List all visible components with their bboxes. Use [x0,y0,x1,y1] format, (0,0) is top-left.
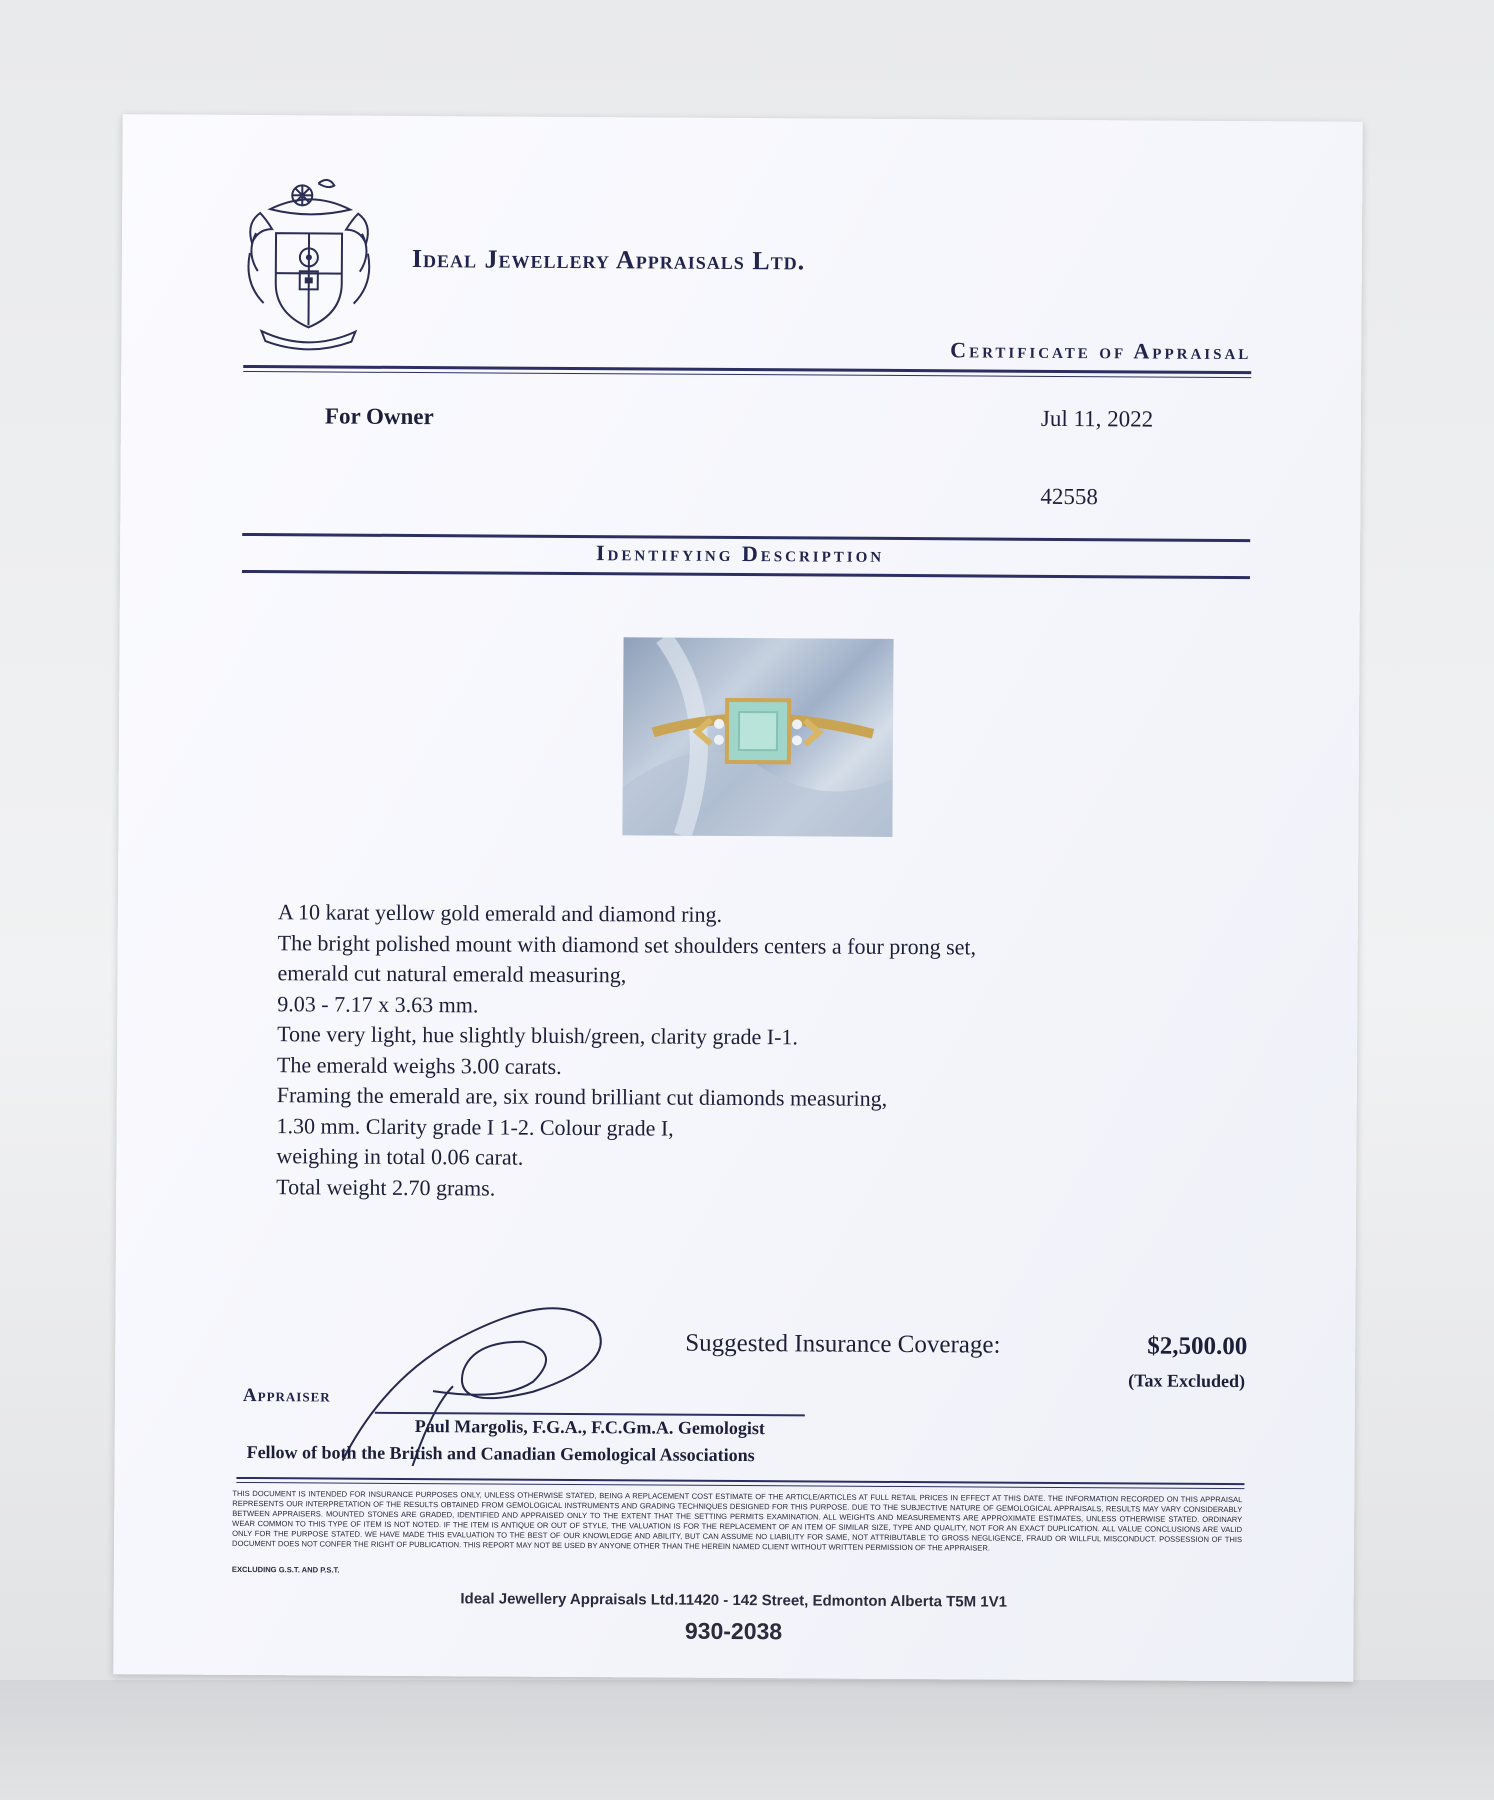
description-line: The bright polished mount with diamond set shoulders centers a four prong set, [277,929,977,959]
appraiser-name: Paul Margolis, F.G.A., F.C.Gm.A. Gemologist [414,1416,765,1439]
appraiser-fellowship: Fellow of both the British and Canadian Gemological Associations [246,1442,755,1466]
document-title: Certificate of Appraisal [950,337,1252,365]
section-title: Identifying Description [595,540,885,567]
appraisal-certificate [113,114,1363,1682]
insurance-value: $2,500.00 [1147,1332,1248,1361]
footer-phone: 930-2038 [684,1617,783,1645]
emerald-ring-image [622,637,893,837]
description-line: Total weight 2.70 grams. [276,1173,496,1201]
certificate-number: 42558 [1040,483,1099,510]
appraiser-signature [333,1296,674,1468]
description-line: Tone very light, hue slightly bluish/green, clarity grade I-1. [277,1021,799,1050]
section-rule-bottom [242,570,1250,579]
table-surface [0,1680,1494,1800]
tax-note: (Tax Excluded) [1128,1370,1246,1392]
description-line: 9.03 - 7.17 x 3.63 mm. [277,990,479,1017]
coat-of-arms-icon [239,173,378,352]
footer-address: Ideal Jewellery Appraisals Ltd.11420 - 142 Street, Edmonton Alberta T5M 1V1 [460,1590,1008,1611]
description-line: weighing in total 0.06 carat. [276,1143,524,1170]
description-line: The emerald weighs 3.00 carats. [276,1051,562,1079]
description-line: A 10 karat yellow gold emerald and diamond ring. [277,899,723,927]
description-line: Framing the emerald are, six round brilliant cut diamonds measuring, [276,1082,888,1111]
item-description [276,897,1078,1207]
ring-photo [622,637,893,837]
insurance-label: Suggested Insurance Coverage: [685,1329,1001,1359]
description-line: 1.30 mm. Clarity grade I 1-2. Colour grade I, [276,1112,674,1141]
appraisal-date: Jul 11, 2022 [1040,405,1154,432]
description-line: emerald cut natural emerald measuring, [277,960,627,988]
disclaimer-text: THIS DOCUMENT IS INTENDED FOR INSURANCE PURPOSES ONLY, UNLESS OTHERWISE STATED, BEING A REPLACEMENT COST ESTIMATE OF THE ARTICLE/ARTICLES AT FULL RETAIL PRICES IN EFFECT AT THIS DATE. THE INFORMATION RECORDED ON THIS APPRAISAL REPRESENTS OUR INTERPRETATION OF THE RESULTS OBTAINED FROM GEMOLOGICAL INSTRUMENTS AND GRADING TECHNIQUES DESIGNED FOR THIS PURPOSE. DUE TO THE SUBJECTIVE NATURE OF GEMOLOGICAL APPRAISALS, RESULTS MAY VARY CONSIDERABLY BETWEEN APPRAISERS. MOUNTED STONES ARE GRADED, IDENTIFIED AND APPRAISED ONLY TO THE EXTENT THAT THE SETTING PERMITS EXAMINATION. ALL WEIGHTS AND MEASUREMENTS ARE APPROXIMATE ESTIMATES, UNLESS OTHERWISE STATED. ORDINARY WEAR COMMON TO THIS TYPE OF ITEM IS NOT NOTED. IF THE ITEM IS ANTIQUE OR OUT OF STYLE, THE VALUATION IS FOR THE REPLACEMENT OF AN ITEM OF SIMILAR SIZE, TYPE AND QUALITY, NOT FOR AN EXACT DUPLICATION. ALL VALUE CONCLUSIONS ARE VALID ONLY FOR THE PURPOSE STATED. WE HAVE MADE THIS EVALUATION TO THE BEST OF OUR KNOWLEDGE AND ABILITY, BUT CAN ASSUME NO LIABILITY FOR SAME, NOT ATTRIBUTABLE TO GROSS NEGLIGENCE, FRAUD OR WILLFUL MISCONDUCT. POSSESSION OF THIS DOCUMENT DOES NOT CONFER THE RIGHT OF PUBLICATION. THIS REPORT MAY NOT BE USED BY ANYONE OTHER THAN THE HEREIN NAMED CLIENT WITHOUT WRITTEN PERMISSION OF THE APPRAISER. [232,1488,1243,1553]
company-name: Ideal Jewellery Appraisals Ltd. [411,243,806,276]
tax-exclusion-note: EXCLUDING G.S.T. AND P.S.T. [231,1564,340,1575]
appraiser-label: Appraiser [242,1384,331,1407]
owner-label: For Owner [324,403,434,430]
